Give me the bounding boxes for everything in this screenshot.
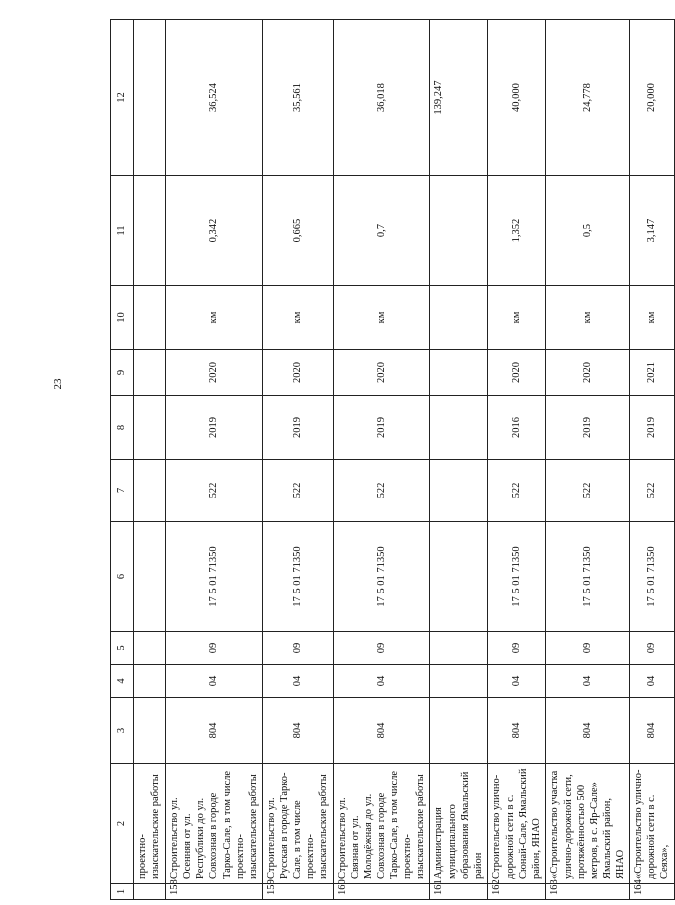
object-name: Строительство ул. Связная от ул. Молодёжная до ул. Совхозная в городе Тарко-Сале, в том числе проектно-изыскательские работы [333, 764, 430, 884]
cell-c4: 04 [333, 665, 430, 698]
cell-c7: 522 [262, 460, 333, 522]
header-cell: 6 [111, 522, 134, 632]
row-number: 161 [430, 884, 488, 900]
header-cell: 7 [111, 460, 134, 522]
cell-c8 [134, 396, 166, 460]
cell-c5: 09 [546, 632, 630, 665]
cell-c12: 35,561 [262, 20, 333, 176]
cell-c11: 0,665 [262, 176, 333, 286]
row-number: 159 [262, 884, 333, 900]
cell-c6 [430, 522, 488, 632]
cell-c4: 04 [262, 665, 333, 698]
cell-c8: 2016 [488, 396, 546, 460]
cell-c3 [134, 698, 166, 764]
row-number: 164 [630, 884, 674, 900]
header-cell: 10 [111, 286, 134, 350]
header-cell: 9 [111, 350, 134, 396]
cell-c8: 2019 [546, 396, 630, 460]
row-number: 163 [546, 884, 630, 900]
cell-c4: 04 [630, 665, 674, 698]
cell-c8: 2019 [333, 396, 430, 460]
cell-c11: 0,7 [333, 176, 430, 286]
table-row [333, 20, 430, 900]
cell-c9: 2020 [546, 350, 630, 396]
cell-c7: 522 [166, 460, 263, 522]
cell-c9: 2020 [262, 350, 333, 396]
cell-c4 [134, 665, 166, 698]
cell-c5: 09 [630, 632, 674, 665]
object-name: Строительство ул. Осенняя от ул. Республики до ул. Совхозная в городе Тарко-Сале, в том числе проектно-изыскательские работы [166, 764, 263, 884]
cell-c3: 804 [488, 698, 546, 764]
header-cell: 11 [111, 176, 134, 286]
object-name: Строительство ул. Русская в городе Тарко-Сале, в том числе проектно-изыскательские работы [262, 764, 333, 884]
cell-c12: 36,524 [166, 20, 263, 176]
cell-c7 [134, 460, 166, 522]
cell-c5: 09 [262, 632, 333, 665]
header-cell: 1 [111, 884, 134, 900]
cell-c8: 2019 [630, 396, 674, 460]
table-row [630, 20, 674, 900]
page-number: 23 [52, 378, 64, 390]
cell-c9: 2020 [166, 350, 263, 396]
cell-c11: 0,5 [546, 176, 630, 286]
cell-c5: 09 [166, 632, 263, 665]
cell-c7 [430, 460, 488, 522]
cell-c11 [134, 176, 166, 286]
cell-c6: 17 5 01 71350 [333, 522, 430, 632]
object-name: «Строительство участка улично-дорожной сети, протяжённостью 500 метров, в с. Яр-Сале» Ямальский район, ЯНАО [546, 764, 630, 884]
table-row [262, 20, 333, 900]
table-row [166, 20, 263, 900]
object-name: «Строительство улично-дорожной сети в с. Сеяха», [630, 764, 674, 884]
cell-c12: 20,000 [630, 20, 674, 176]
cell-c3: 804 [262, 698, 333, 764]
table-row [430, 20, 488, 900]
cell-c5 [430, 632, 488, 665]
rotated-table-container [110, 20, 671, 900]
cell-c6: 17 5 01 71350 [546, 522, 630, 632]
cell-c3 [430, 698, 488, 764]
cell-c4: 04 [546, 665, 630, 698]
cell-c6: 17 5 01 71350 [166, 522, 263, 632]
header-cell: 3 [111, 698, 134, 764]
cell-c9 [134, 350, 166, 396]
cell-c9: 2020 [333, 350, 430, 396]
table-row [488, 20, 546, 900]
cell-c6: 17 5 01 71350 [630, 522, 674, 632]
object-name: Строительство улично-дорожной сети в с. Сюнай-Сале, Ямальский район, ЯНАО [488, 764, 546, 884]
header-cell: 12 [111, 20, 134, 176]
cell-c8: 2019 [262, 396, 333, 460]
cell-c3: 804 [630, 698, 674, 764]
cell-c7: 522 [333, 460, 430, 522]
cell-c10: км [166, 286, 263, 350]
cell-c6: 17 5 01 71350 [488, 522, 546, 632]
object-name: проектно-изыскательские работы [134, 764, 166, 884]
cell-c8 [430, 396, 488, 460]
cell-c12 [134, 20, 166, 176]
cell-c10: км [630, 286, 674, 350]
row-number: 160 [333, 884, 430, 900]
cell-c10: км [546, 286, 630, 350]
cell-c9: 2021 [630, 350, 674, 396]
cell-c9: 2020 [488, 350, 546, 396]
cell-c7: 522 [546, 460, 630, 522]
row-number: 162 [488, 884, 546, 900]
table-area [110, 20, 671, 900]
table-row [134, 20, 166, 900]
cell-c11 [430, 176, 488, 286]
object-name: Администрация муниципального образования Ямальский район [430, 764, 488, 884]
cell-c4: 04 [166, 665, 263, 698]
cell-c9 [430, 350, 488, 396]
cell-c10: км [488, 286, 546, 350]
cell-c5: 09 [488, 632, 546, 665]
cell-c12: 139,247 [430, 20, 488, 176]
row-number [134, 884, 166, 900]
cell-c3: 804 [333, 698, 430, 764]
cell-c7: 522 [630, 460, 674, 522]
cell-c7: 522 [488, 460, 546, 522]
row-number: 158 [166, 884, 263, 900]
cell-c4: 04 [488, 665, 546, 698]
table-row [546, 20, 630, 900]
cell-c10: км [333, 286, 430, 350]
cell-c5 [134, 632, 166, 665]
cell-c10: км [262, 286, 333, 350]
budget-table [110, 19, 675, 900]
header-cell: 4 [111, 665, 134, 698]
cell-c12: 40,000 [488, 20, 546, 176]
cell-c6 [134, 522, 166, 632]
header-cell: 2 [111, 764, 134, 884]
cell-c6: 17 5 01 71350 [262, 522, 333, 632]
header-row [111, 20, 134, 900]
header-cell: 5 [111, 632, 134, 665]
cell-c11: 3,147 [630, 176, 674, 286]
cell-c12: 36,018 [333, 20, 430, 176]
cell-c4 [430, 665, 488, 698]
cell-c12: 24,778 [546, 20, 630, 176]
cell-c3: 804 [546, 698, 630, 764]
cell-c8: 2019 [166, 396, 263, 460]
cell-c10 [134, 286, 166, 350]
cell-c3: 804 [166, 698, 263, 764]
cell-c10 [430, 286, 488, 350]
cell-c11: 1,352 [488, 176, 546, 286]
header-cell: 8 [111, 396, 134, 460]
cell-c11: 0,342 [166, 176, 263, 286]
cell-c5: 09 [333, 632, 430, 665]
